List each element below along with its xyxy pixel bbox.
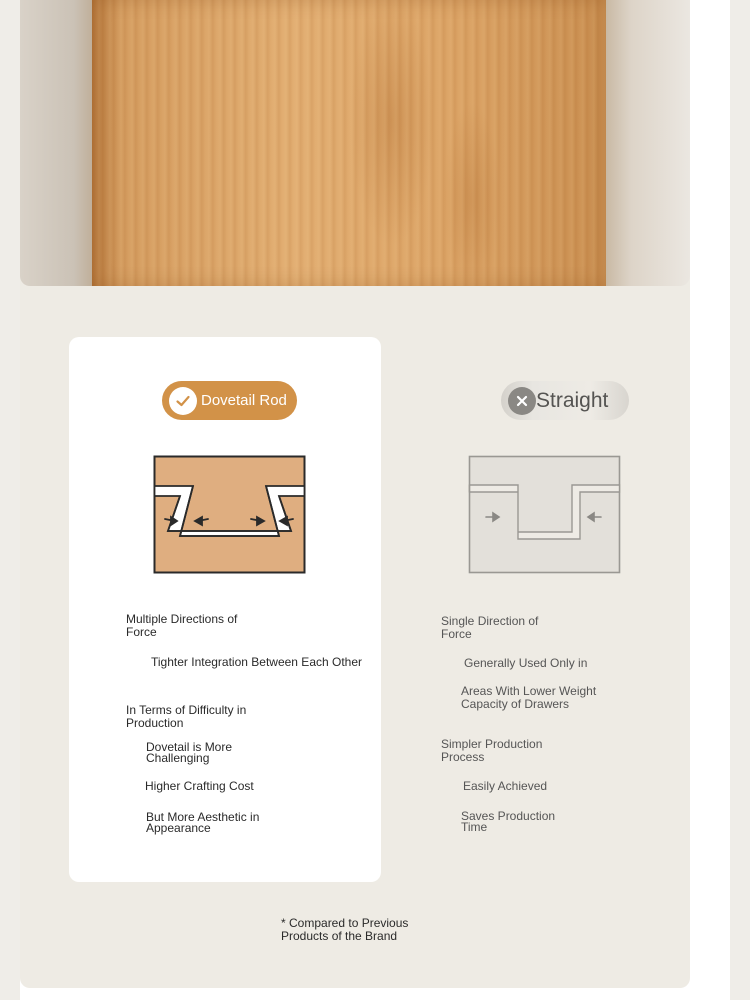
text-simpler-production-1: Simpler Production	[441, 737, 543, 751]
text-dovetail-challenging-2: Challenging	[146, 751, 210, 765]
photo-background	[606, 0, 690, 286]
product-wood-photo	[20, 0, 690, 286]
text-multiple-directions-2: Force	[126, 625, 157, 639]
dovetail-card	[69, 337, 381, 882]
close-icon	[508, 387, 536, 415]
dovetail-rod-label: Dovetail Rod	[201, 392, 287, 409]
checkmark-icon	[169, 387, 197, 415]
text-easily-achieved: Easily Achieved	[463, 779, 548, 793]
footnote-line-1: * Compared to Previous	[281, 916, 409, 930]
text-dovetail-challenging-1: Dovetail is More	[146, 740, 233, 754]
text-multiple-directions-1: Multiple Directions of	[126, 612, 238, 626]
text-saves-time-2: Time	[461, 820, 488, 834]
text-tighter-integration: Tighter Integration Between Each Other	[151, 655, 363, 669]
footnote-line-2: Products of the Brand	[281, 929, 398, 943]
text-aesthetic-1: But More Aesthetic in	[146, 810, 260, 824]
text-lower-weight-2: Capacity of Drawers	[461, 697, 570, 711]
text-saves-time-1: Saves Production	[461, 809, 556, 823]
wood-drawer-front	[92, 0, 606, 286]
text-simpler-production-2: Process	[441, 750, 485, 764]
text-higher-cost: Higher Crafting Cost	[145, 779, 254, 793]
footnote	[281, 917, 408, 943]
text-difficulty-1: In Terms of Difficulty in	[126, 703, 247, 717]
dovetail-rod-pill	[162, 381, 297, 420]
straight-label: Straight	[536, 388, 609, 412]
straight-joint-diagram	[468, 455, 621, 575]
text-aesthetic-2: Appearance	[146, 821, 211, 835]
text-single-direction-2: Force	[441, 627, 472, 641]
text-single-direction-1: Single Direction of	[441, 614, 539, 628]
straight-pill	[501, 381, 629, 420]
straight-column	[384, 337, 684, 882]
text-generally-used: Generally Used Only in	[464, 656, 588, 670]
text-difficulty-2: Production	[126, 716, 184, 730]
dovetail-joint-diagram	[153, 455, 306, 575]
text-lower-weight-1: Areas With Lower Weight	[461, 684, 597, 698]
content-panel	[20, 0, 690, 988]
